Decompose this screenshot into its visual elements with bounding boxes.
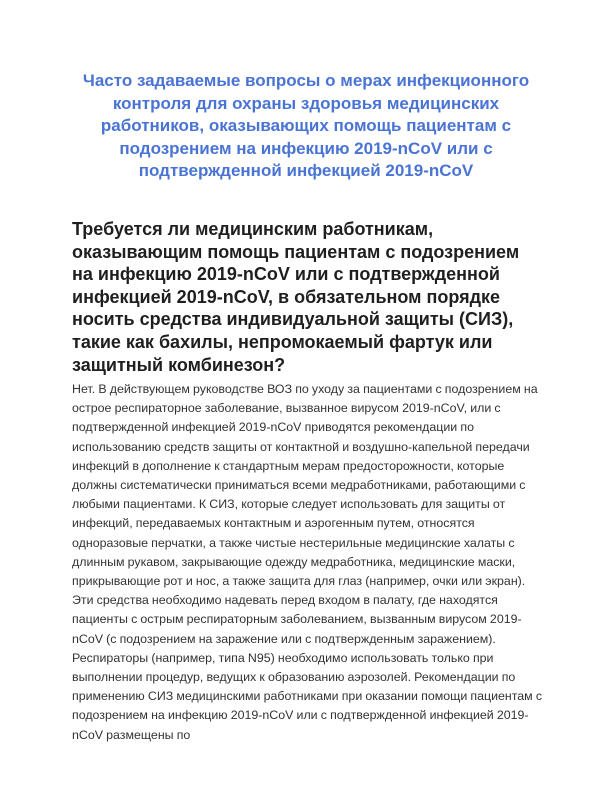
faq-answer-paragraph: Нет. В действующем руководстве ВОЗ по уходу за пациентами с подозрением на острое респираторное заболевание, вызванное вирусом 2019-nCoV, или с подтвержденной инфекцией 2019-nCoV приводятся рекомендации по использованию средств защиты от контактной и воздушно-капельной передачи инфекций в дополнение к стандартным мерам предосторожности, которые должны систематически приниматься всеми медработниками, работающими с любыми пациентами. К СИЗ, которые следует использовать для защиты от инфекций, передаваемых контактным и аэрогенным путем, относятся одноразовые перчатки, а также чистые нестерильные медицинские халаты с длинным рукавом, закрывающие одежду медработника, медицинские маски, прикрывающие рот и нос, а также защита для глаз (например, очки или экран). Эти средства необходимо надевать перед входом в палату, где находятся пациенты с острым респираторным заболеванием, вызванным вирусом 2019-nCoV (с подозрением на заражение или с подтвержденным заражением). Респираторы (например, типа N95) необходимо использовать только при выполнении процедур, ведущих к образованию аэрозолей. Рекомендации по применению СИЗ медицинскими работниками при оказании помощи пациентам с подозрением на инфекцию 2019-nCoV или с подтвержденной инфекцией 2019-nCoV размещены по xyxy=(72,382,543,742)
document-title: Часто задаваемые вопросы о мерах инфекционного контроля для охраны здоровья медицинских работников, оказывающих помощь пациентам с подозрением на инфекцию 2019-nCoV или с подтвержденной инфекцией 2019-nCoV xyxy=(82,71,530,180)
faq-question-heading: Требуется ли медицинским работникам, оказывающим помощь пациентам с подозрением на инфекцию 2019-nCoV или с подтвержденной инфекцией 2019-nCoV, в обязательном порядке носить средства индивидуальной защиты (СИЗ), такие как бахилы, непромокаемый фартук или защитный комбинезон? xyxy=(72,219,520,375)
